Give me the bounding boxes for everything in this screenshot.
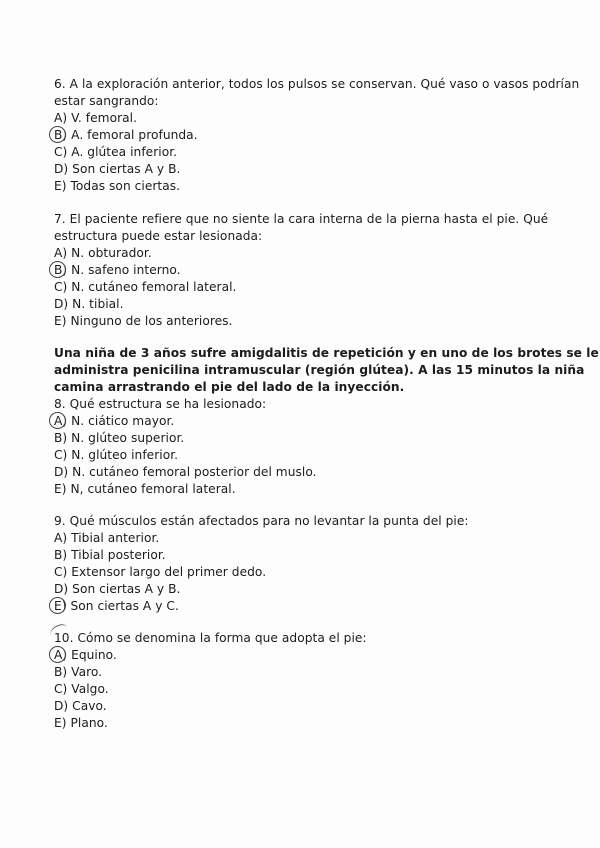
option-e: E) N, cutáneo femoral lateral.	[54, 482, 236, 496]
answer-circle-mark	[49, 597, 66, 614]
answer-circle-mark	[49, 261, 66, 278]
answer-circle-mark	[49, 126, 66, 143]
option-e: E) Todas son ciertas.	[54, 179, 181, 193]
clinical-case-and-question-8	[54, 345, 599, 498]
option-d: D) Cavo.	[54, 699, 107, 713]
option-b: B) N. glúteo superior.	[54, 431, 185, 445]
answer-circle-mark	[49, 412, 66, 429]
answer-circle-mark	[49, 646, 66, 663]
question-stem	[54, 630, 544, 647]
option-c: C) N. glúteo inferior.	[54, 448, 179, 462]
question-9	[54, 513, 544, 615]
option-e: E) Ninguno de los anteriores.	[54, 314, 233, 328]
option-a	[54, 413, 544, 430]
option-d: D) Son ciertas A y B.	[54, 582, 181, 596]
question-stem: 9. Qué músculos están afectados para no levantar la punta del pie:	[54, 514, 469, 528]
option-a: A) N. obturador.	[54, 246, 152, 260]
case-text: administra penicilina intramuscular (región glútea). A las 15 minutos la niña	[54, 363, 585, 377]
case-text: Una niña de 3 años sufre amigdalitis de repetición y en uno de los brotes se le	[54, 346, 599, 360]
option-a	[54, 647, 544, 664]
option-b	[54, 262, 544, 279]
question-stem: 6. A la exploración anterior, todos los pulsos se conservan. Qué vaso o vasos podrían	[54, 77, 580, 91]
option-e	[54, 598, 544, 615]
option-e: E) Plano.	[54, 716, 108, 730]
question-stem: estructura puede estar lesionada:	[54, 229, 263, 243]
option-text: B) A. femoral profunda.	[54, 128, 198, 142]
option-a: A) V. femoral.	[54, 111, 138, 125]
option-c: C) Extensor largo del primer dedo.	[54, 565, 267, 579]
question-6	[54, 76, 580, 195]
question-stem-text: 10. Cómo se denomina la forma que adopta el pie:	[54, 631, 367, 645]
option-text: E) Son ciertas A y C.	[54, 599, 179, 613]
option-d: D) Son ciertas A y B.	[54, 162, 181, 176]
question-stem: estar sangrando:	[54, 94, 159, 108]
option-b: B) Varo.	[54, 665, 103, 679]
option-b	[54, 127, 544, 144]
case-text: camina arrastrando el pie del lado de la inyección.	[54, 380, 405, 394]
option-c: C) Valgo.	[54, 682, 109, 696]
option-c: C) N. cutáneo femoral lateral.	[54, 280, 237, 294]
question-7	[54, 211, 549, 330]
option-b: B) Tibial posterior.	[54, 548, 166, 562]
option-text: A) N. ciático mayor.	[54, 414, 175, 428]
question-stem: 7. El paciente refiere que no siente la cara interna de la pierna hasta el pie. Qué	[54, 212, 549, 226]
option-text: B) N. safeno interno.	[54, 263, 181, 277]
question-10	[54, 630, 544, 732]
option-c: C) A. glútea inferior.	[54, 145, 178, 159]
option-a: A) Tibial anterior.	[54, 531, 160, 545]
option-d: D) N. cutáneo femoral posterior del muslo.	[54, 465, 317, 479]
option-d: D) N. tibial.	[54, 297, 124, 311]
question-stem: 8. Qué estructura se ha lesionado:	[54, 397, 267, 411]
option-text: A) Equino.	[54, 648, 117, 662]
